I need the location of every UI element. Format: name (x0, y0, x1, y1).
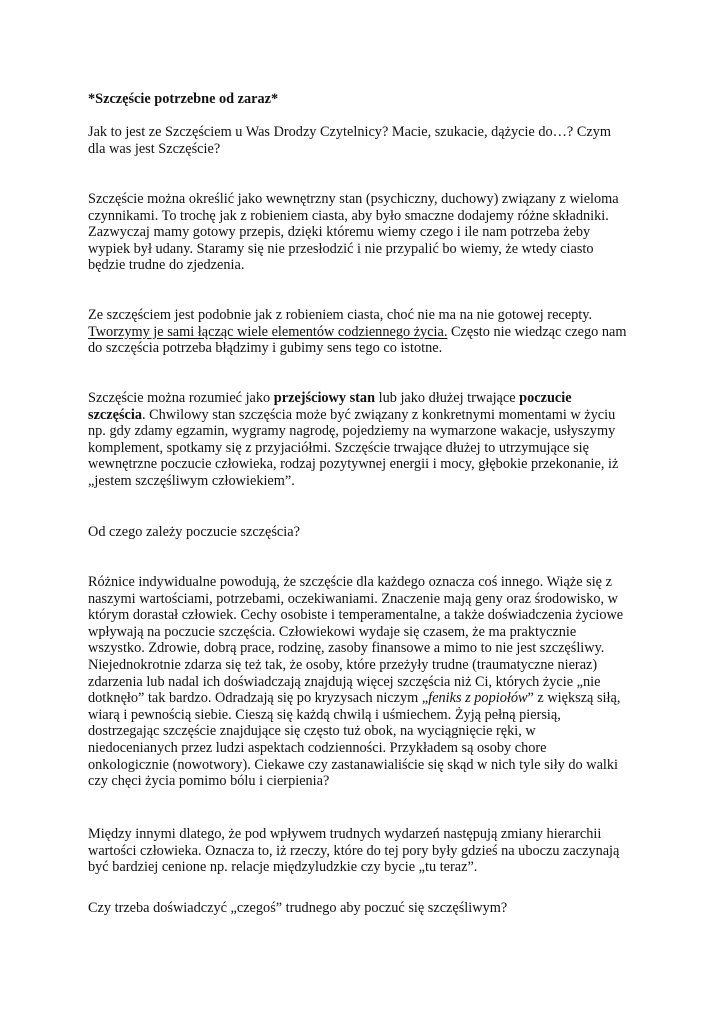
underlined-sentence: Tworzymy je sami łącząc wiele elementów codziennego życia. (88, 323, 448, 340)
paragraph-states: Szczęście można rozumieć jako przejściowy stan lub jako dłużej trwające poczucie szczęścia. Chwilowy stan szczęścia może być związany z konkretnymi momentami w życiu np. gdy zdamy egzamin, wygramy nagrodę, pojedziemy na wymarzone wakacje, usłyszymy komplement, spotkamy się z przyjaciółmi. Szczęście trwające dłużej to utrzymujące się wewnętrzne poczucie człowieka, rodzaj pozytywnej energii i mocy, głębokie przekonanie, iż „jestem szczęśliwym człowiekiem”. (88, 390, 619, 489)
italic-phrase: feniks z popiołów (428, 690, 528, 707)
closing-question: Czy trzeba doświadczyć „czegoś” trudnego aby poczuć się szczęśliwym? (88, 900, 508, 916)
paragraph-cake-analogy: Ze szczęściem jest podobnie jak z robieniem ciasta, choć nie ma na nie gotowej recepty. Tworzymy je sami łącząc wiele elementów codziennego życia. Często nie wiedząc czego nam do szczęścia potrzeba błądzimy i gubimy sens tego co istotne. (88, 307, 627, 357)
bold-term-happiness: szczęścia (88, 406, 142, 423)
paragraph-hierarchy: Między innymi dlatego, że pod wpływem trudnych wydarzeń następują zmiany hierarchii wartości człowieka. Oznacza to, iż rzeczy, które do tej pory były gdzieś na uboczu zaczynają być bardziej cenione np. relacje międzyludzkie czy bycie „tu teraz”. (88, 826, 620, 876)
bold-term-feeling: poczucie (519, 390, 572, 406)
bold-term-transient-state: przejściowy stan (273, 390, 376, 406)
document-title: *Szczęście potrzebne od zaraz* (88, 91, 279, 107)
intro-paragraph: Jak to jest ze Szczęściem u Was Drodzy Czytelnicy? Macie, szukacie, dążycie do…? Czym dla was jest Szczęście? (88, 124, 612, 157)
paragraph-definition: Szczęście można określić jako wewnętrzny stan (psychiczny, duchowy) związany z wieloma czynnikami. To trochę jak z robieniem ciasta, aby było smaczne dodajemy różne składniki. Zazwyczaj mamy gotowy przepis, dzięki któremu wiemy czego i ile nam potrzeba żeby wypiek był udany. Staramy się nie przesłodzić i nie przypalić bo wiemy, że wtedy ciasto będzie trudne do zjedzenia. (88, 191, 619, 274)
paragraph-individual-differences: Różnice indywidualne powodują, że szczęście dla każdego oznacza coś innego. Wiąże się z naszymi wartościami, potrzebami, oczekiwaniami. Znaczenie mają geny oraz środowisko, w którym dorastał człowiek. Cechy osobiste i temperamentalne, a także doświadczenia życiowe wpływają na poczucie szczęścia. Człowiekowi wydaje się czasem, że ma praktycznie wszystko. Zdrowie, dobrą prace, rodzinę, zasoby finansowe a mimo to nie jest szczęśliwy. Niejednokrotnie zdarza się też tak, że osoby, które przeżyły trudne (traumatyczne nieraz) zdarzenia lub nadal ich doświadczają znajdują więcej szczęścia niż Ci, których życie „nie dotknęło” tak bardzo. Odradzają się po kryzysach niczym „feniks z popiołów” z większą siłą, wiarą i pewnością siebie. Cieszą się każdą chwilą i uśmiechem. Żyją pełną piersią, dostrzegając szczęście znajdujące się często tuż obok, na wyciągnięcie ręki, w niedocenianych przez ludzi aspektach codzienności. Przykładem są osoby chore onkologicznie (nowotwory). Ciekawe czy zastanawialiście się skąd w nich tyle siły do walki czy chęci życia pomimo bólu i cierpienia? (88, 574, 624, 790)
question-heading: Od czego zależy poczucie szczęścia? (88, 524, 300, 540)
